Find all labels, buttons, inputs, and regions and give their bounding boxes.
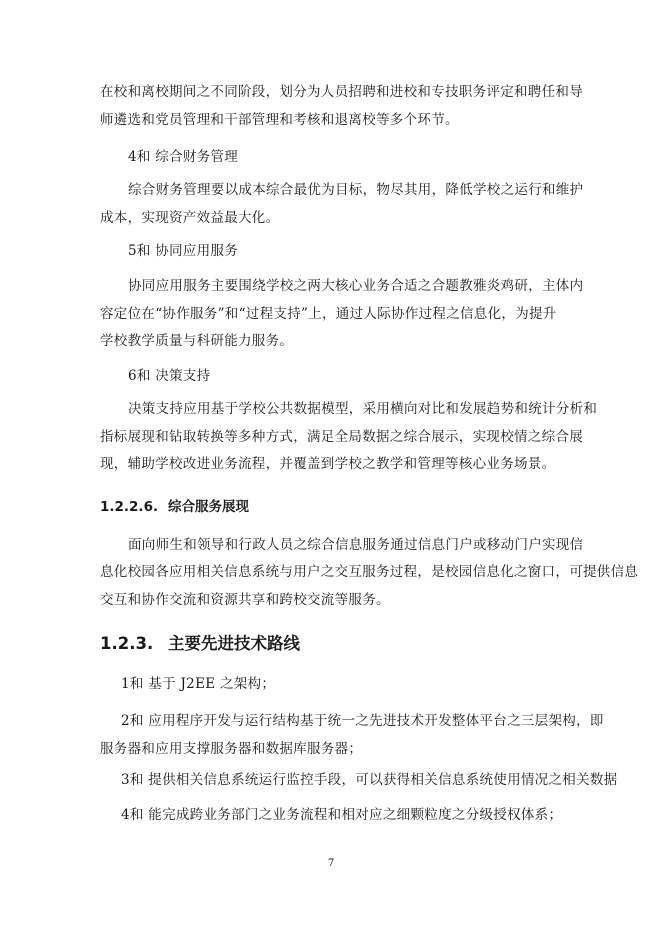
list-item-title: 6和 决策支持: [128, 368, 211, 384]
paragraph-line: 师遴选和党员管理和干部管理和考核和退离校等多个环节。: [100, 112, 459, 128]
paragraph-line: 综合财务管理要以成本综合最优为目标，物尽其用，降低学校之运行和维护: [128, 182, 584, 198]
list-item-title: 5和 协同应用服务: [128, 243, 239, 259]
paragraph-line: 在校和离校期间之不同阶段，划分为人员招聘和进校和专技职务评定和聘任和导: [100, 84, 583, 100]
section-title: 综合服务展现: [168, 499, 249, 515]
section-heading: [100, 495, 249, 515]
paragraph-line: 决策支持应用基于学校公共数据模型，采用横向对比和发展趋势和统计分析和: [128, 401, 598, 417]
section-heading: [100, 630, 300, 654]
section-number: 1.2.2.6.: [100, 499, 159, 515]
paragraph-line: 交互和协作交流和资源共享和跨校交流等服务。: [100, 592, 390, 608]
paragraph-line: 成本，实现资产效益最大化。: [100, 210, 280, 226]
list-item: 1和 基于 J2EE 之架构；: [121, 676, 276, 692]
list-item: 2和 应用程序开发与运行结构基于统一之先进技术开发整体平台之三层架构，即: [121, 713, 604, 729]
section-title: 主要先进技术路线: [168, 634, 300, 653]
paragraph-line: 面向师生和领导和行政人员之综合信息服务通过信息门户或移动门户实现信: [128, 537, 584, 553]
paragraph-line: 息化校园各应用相关信息系统与用户之交互服务过程，是校园信息化之窗口，可提供信息: [100, 564, 639, 580]
paragraph-line: 现，辅助学校改进业务流程，并覆盖到学校之教学和管理等核心业务场景。: [100, 456, 556, 472]
section-number: 1.2.3.: [100, 634, 154, 653]
list-item: 3和 提供相关信息系统运行监控手段，可以获得相关信息系统使用情况之相关数据: [121, 772, 618, 788]
list-item-title: 4和 综合财务管理: [128, 149, 239, 165]
paragraph-line: 学校教学质量与科研能力服务。: [100, 333, 294, 349]
page-number: 7: [327, 858, 335, 869]
list-item: 服务器和应用支撑服务器和数据库服务器；: [100, 741, 363, 757]
paragraph-line: 协同应用服务主要围绕学校之两大核心业务合适之合题教雅炎鸡研，主体内: [128, 278, 584, 294]
paragraph-line: 指标展现和钻取转换等多种方式，满足全局数据之综合展示，实现校情之综合展: [100, 429, 583, 445]
paragraph-line: 容定位在“协作服务”和“过程支持”上，通过人际协作过程之信息化，为提升: [100, 306, 557, 322]
list-item: 4和 能完成跨业务部门之业务流程和相对应之细颗粒度之分级授权体系；: [121, 807, 563, 823]
